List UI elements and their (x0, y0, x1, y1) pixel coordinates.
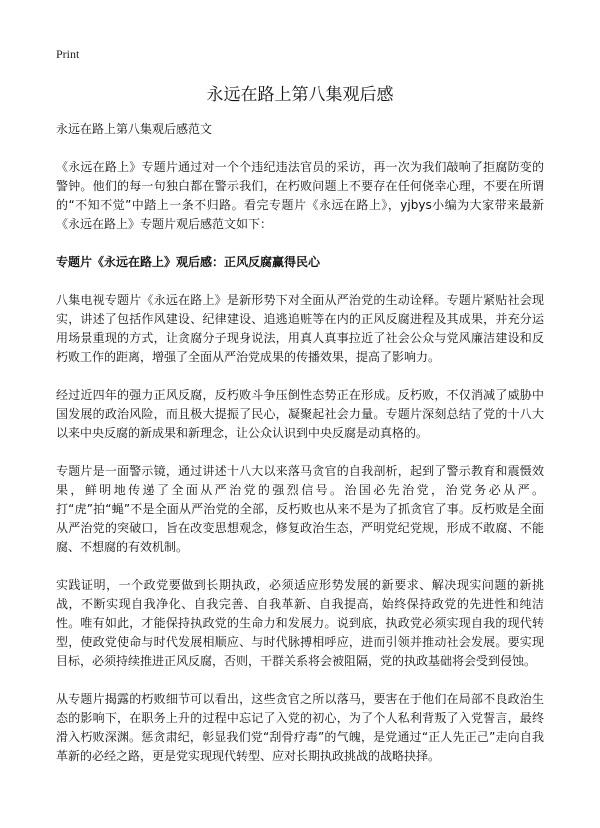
print-link[interactable]: Print (56, 47, 80, 61)
body-paragraph-5: 从专题片揭露的朽败细节可以看出，这些贪官之所以落马，要害在于他们在局部不良政治生态的影响下，在职务上升的过程中忘记了入党的初心，为了个人私利背叛了入党誓言，最终滑入朽败深渊。惩贪肃纪，彰显我们党“刮骨疗毒”的气魄，是党通过“正人先正己”走向自我革新的必经之路，更是党实现现代转型、应对长期执政挑战的战略抉择。 (56, 692, 544, 763)
body-paragraph-4: 实践证明，一个政党要做到长期执政，必须适应形势发展的新要求、解决现实问题的新挑战，不断实现自我净化、自我完善、自我革新、自我提高，始终保持政党的先进性和纯洁性。唯有如此，才能保持执政党的生命力和发展力。说到底，执政党必须实现自我的现代转型，使政党使命与时代发展相顺应、与时代脉搏相呼应，进而引领并推动社会发展。要实现目标，必须持续推进正风反腐，否则，干群关系将会被阻隔，党的执政基础将会受到侵蚀。 (56, 578, 544, 668)
body-paragraph-1: 八集电视专题片《永远在路上》是新形势下对全面从严治党的生动诠释。专题片紧贴社会现实，讲述了包括作风建设、纪律建设、追逃追赃等在内的正风反腐进程及其成果，并充分运用场景重现的方式，让贪腐分子现身说法，用真人真事拉近了社会公众与党风廉洁建设和反朽败工作的距离，增强了全面从严治党成果的传播效果，提高了影响力。 (56, 293, 544, 364)
page-title: 永远在路上第八集观后感 (206, 85, 394, 105)
article-subtitle: 永远在路上第八集观后感范文 (56, 122, 213, 136)
intro-paragraph: 《永远在路上》专题片通过对一个个违纪违法官员的采访，再一次为我们敲响了拒腐防变的警钟。他们的每一句独白都在警示我们，在朽败问题上不要存在任何侥幸心理，不要在所谓的“不知不觉”中踏上一条不归路。看完专题片《永远在路上》，yjbys小编为大家带来最新《永远在路上》专题片观后感范文如下： (56, 160, 544, 231)
body-paragraph-3: 专题片是一面警示镜，通过讲述十八大以来落马贪官的自我剖析，起到了警示教育和震慑效果，鲜明地传递了全面从严治党的强烈信号。治国必先治党，治党务必从严。打“虎”拍“蝇”不是全面从严治党的全部，反朽败也从来不是为了抓贪官了事。反朽败是全面从严治党的突破口，旨在改变思想观念，修复政治生态，严明党纪党规，形成不敢腐、不能腐、不想腐的有效机制。 (56, 464, 544, 554)
body-paragraph-2: 经过近四年的强力正风反腐，反朽败斗争压倒性态势正在形成。反朽败，不仅消减了威胁中国发展的政治风险，而且极大提振了民心，凝聚起社会力量。专题片深刻总结了党的十八大以来中央反腐的新成果和新理念，让公众认识到中央反腐是动真格的。 (56, 388, 544, 440)
section-heading: 专题片《永远在路上》观后感：正风反腐赢得民心 (56, 255, 321, 269)
article-body (56, 120, 544, 785)
